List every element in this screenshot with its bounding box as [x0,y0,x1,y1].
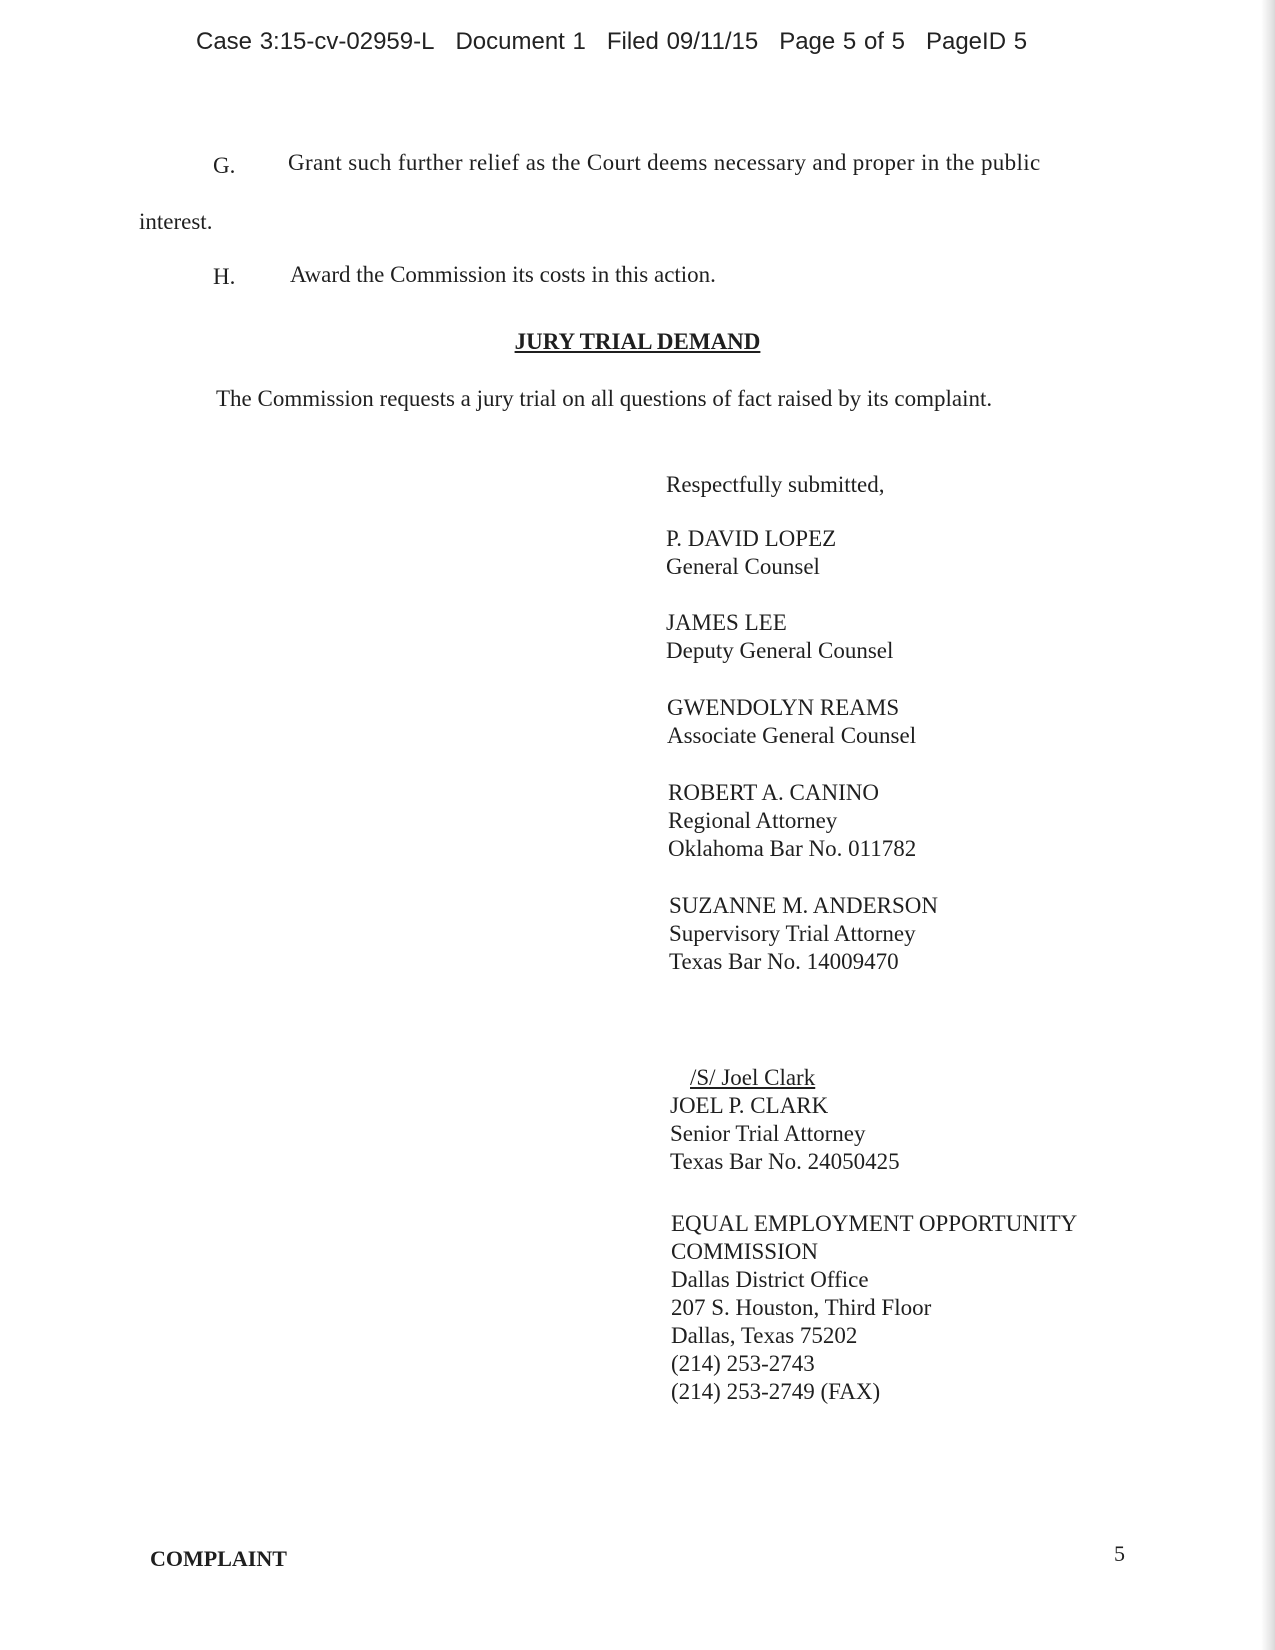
counsel-name: GWENDOLYN REAMS [667,695,900,720]
counsel-title: Supervisory Trial Attorney [669,921,916,946]
agency-line2: COMMISSION [671,1239,818,1264]
item-h-text: Award the Commission its costs in this action. [290,262,716,287]
agency-address [671,1210,1077,1406]
counsel-name: ROBERT A. CANINO [668,780,879,805]
counsel-anderson [669,892,938,976]
agency-city: Dallas, Texas 75202 [671,1323,858,1348]
counsel-lee [666,609,893,665]
item-g-continuation: interest. [139,209,213,234]
page-id: PageID 5 [925,28,1028,55]
counsel-title: Associate General Counsel [667,723,917,748]
page-edge [1261,0,1275,1650]
signer-block [670,1064,900,1176]
item-h-label: H. [213,264,236,289]
counsel-name: P. DAVID LOPEZ [666,526,837,551]
agency-office: Dallas District Office [671,1267,869,1292]
counsel-name: JAMES LEE [666,610,787,635]
counsel-canino [668,779,916,863]
agency-phone: (214) 253-2743 [671,1351,815,1376]
signer-bar: Texas Bar No. 24050425 [670,1149,900,1174]
closing-line: Respectfully submitted, [666,472,885,497]
case-number: Case 3:15-cv-02959-L [196,28,435,55]
footer-document-title: COMPLAINT [150,1546,287,1571]
page-count: Page 5 of 5 [779,28,905,55]
counsel-title: General Counsel [666,554,820,579]
counsel-lopez [666,525,836,581]
item-g-text: Grant such further relief as the Court deems necessary and proper in the public [288,150,1041,175]
item-g-label: G. [213,153,236,178]
agency-fax: (214) 253-2749 (FAX) [671,1379,881,1404]
agency-street: 207 S. Houston, Third Floor [671,1295,932,1320]
counsel-title: Regional Attorney [668,808,838,833]
ecf-header [196,28,1027,56]
document-number: Document 1 [455,28,586,55]
filed-date: Filed 09/11/15 [606,28,759,55]
counsel-name: SUZANNE M. ANDERSON [669,893,938,918]
counsel-title: Deputy General Counsel [666,638,894,663]
signer-title: Senior Trial Attorney [670,1121,866,1146]
signer-name: JOEL P. CLARK [670,1093,829,1118]
counsel-reams [667,694,916,750]
electronic-signature: /S/ Joel Clark [690,1065,816,1090]
jury-trial-heading: JURY TRIAL DEMAND [514,329,761,354]
counsel-bar: Texas Bar No. 14009470 [669,949,899,974]
footer-page-number: 5 [1114,1541,1125,1566]
jury-trial-text: The Commission requests a jury trial on all questions of fact raised by its complaint. [216,386,993,411]
agency-line1: EQUAL EMPLOYMENT OPPORTUNITY [671,1211,1078,1236]
counsel-bar: Oklahoma Bar No. 011782 [668,836,917,861]
